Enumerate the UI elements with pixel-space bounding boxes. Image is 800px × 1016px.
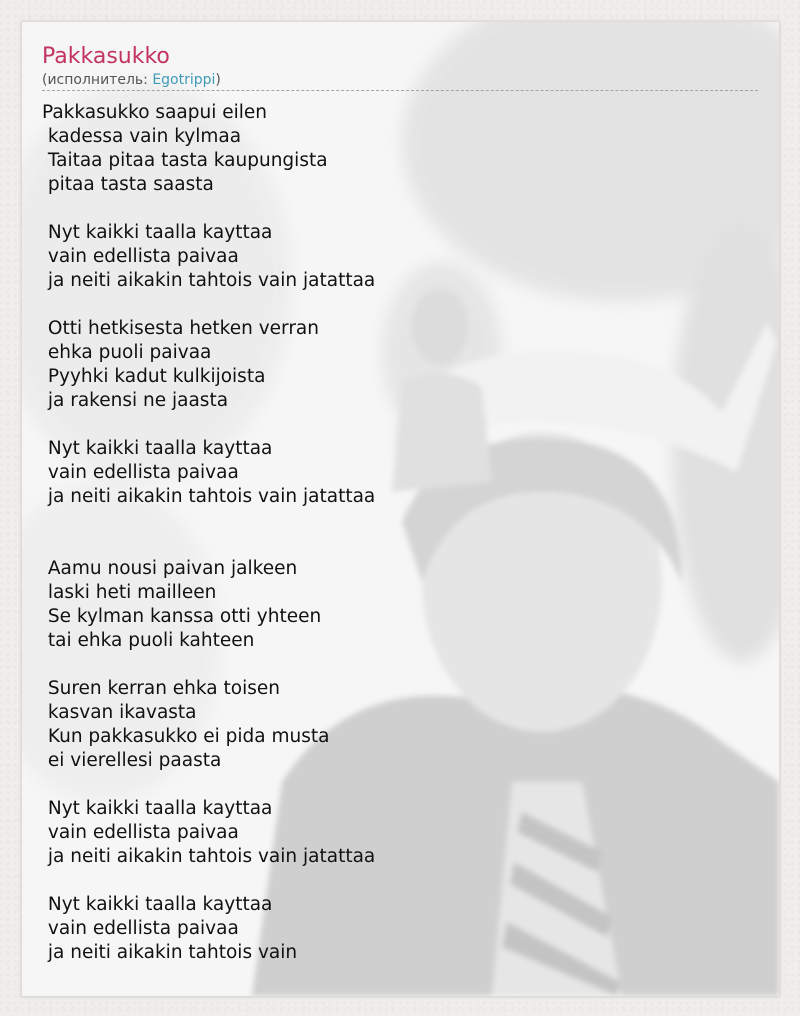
performer-prefix: (исполнитель: <box>42 72 153 88</box>
performer-suffix: ) <box>215 72 221 88</box>
lyric-line: Pakkasukko saapui eilen <box>42 102 267 123</box>
lyric-line: Nyt kaikki taalla kayttaa <box>42 438 273 459</box>
lyric-line: ehka puoli paivaa <box>42 342 212 363</box>
lyric-line: Nyt kaikki taalla kayttaa <box>42 222 273 243</box>
lyric-line: ja rakensi ne jaasta <box>42 390 229 411</box>
title-divider <box>42 90 758 91</box>
lyric-line: Nyt kaikki taalla kayttaa <box>42 894 273 915</box>
lyric-line: laski heti mailleen <box>42 582 217 603</box>
lyric-line: ja neiti aikakin tahtois vain <box>42 942 298 963</box>
lyric-line: kasvan ikavasta <box>42 702 197 723</box>
lyric-line: kadessa vain kylmaa <box>42 126 242 147</box>
lyrics-text <box>42 101 375 965</box>
lyric-line: Kun pakkasukko ei pida musta <box>42 726 330 747</box>
lyric-line: tai ehka puoli kahteen <box>42 630 255 651</box>
performer-line <box>42 71 221 89</box>
lyric-line: Suren kerran ehka toisen <box>42 678 280 699</box>
lyrics-content <box>22 22 779 996</box>
lyric-line: Taitaa pitaa tasta kaupungista <box>42 150 328 171</box>
lyric-line: Se kylman kanssa otti yhteen <box>42 606 322 627</box>
lyric-line: Aamu nousi paivan jalkeen <box>42 558 298 579</box>
lyric-line: vain edellista paivaa <box>42 822 239 843</box>
lyrics-card <box>21 21 780 997</box>
lyric-line: Nyt kaikki taalla kayttaa <box>42 798 273 819</box>
lyric-line: ei vierellesi paasta <box>42 750 222 771</box>
lyric-line: ja neiti aikakin tahtois vain jatattaa <box>42 486 376 507</box>
lyric-line: vain edellista paivaa <box>42 918 239 939</box>
lyric-line: pitaa tasta saasta <box>42 174 214 195</box>
lyric-line: Otti hetkisesta hetken verran <box>42 318 319 339</box>
song-title: Pakkasukko <box>42 44 170 69</box>
artist-link[interactable]: Egotrippi <box>152 72 216 88</box>
lyric-line: vain edellista paivaa <box>42 246 239 267</box>
lyric-line: ja neiti aikakin tahtois vain jatattaa <box>42 270 376 291</box>
lyric-line: ja neiti aikakin tahtois vain jatattaa <box>42 846 376 867</box>
lyric-line: vain edellista paivaa <box>42 462 239 483</box>
lyric-line: Pyyhki kadut kulkijoista <box>42 366 266 387</box>
